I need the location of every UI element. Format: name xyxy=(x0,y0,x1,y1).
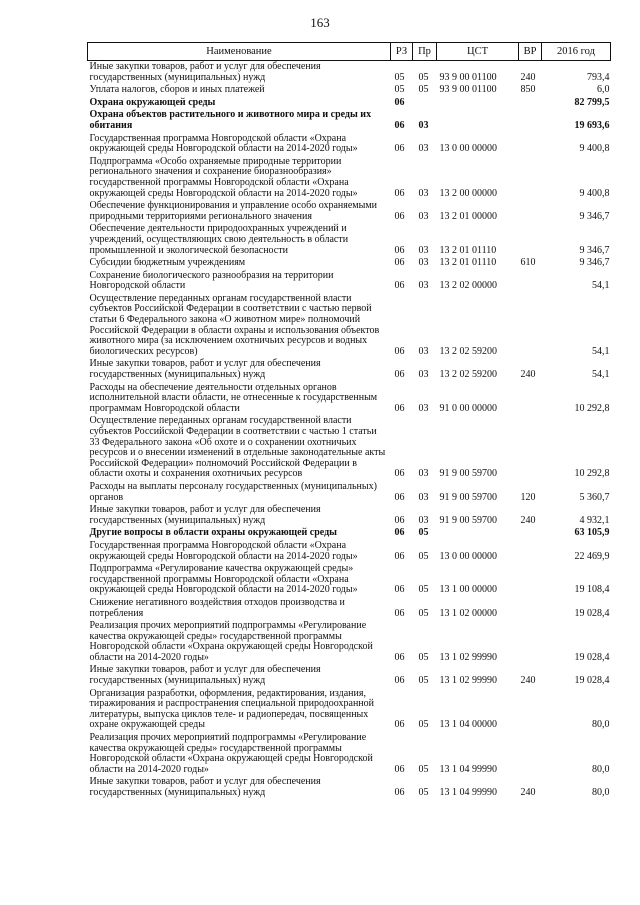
table-row xyxy=(88,133,611,156)
row-cst: 93 9 00 01100 xyxy=(439,71,497,83)
row-pr: 03 xyxy=(418,187,429,199)
row-cst xyxy=(437,527,519,540)
row-pr: 03 xyxy=(418,514,429,526)
table-row xyxy=(88,540,611,563)
row-name: Осуществление переданных органам государственной власти субъектов Российской Федерации в соответствии с частью 1 статьи 33 Федерального закона «Об охоте и о сохранении охотничьих ресурсов и о внесении изменений в отдельные законодательные акты Российской Федерации» полномочий Российской Федерации в области охоты и сохранения охотничьих ресурсов xyxy=(89,415,386,480)
row-rz: 06 xyxy=(394,675,405,687)
row-name: Государственная программа Новгородской области «Охрана окружающей среды Новгородской области на 2014-2020 годы» xyxy=(89,132,358,155)
row-sum: 80,0 xyxy=(592,719,610,731)
header-sum: 2016 год xyxy=(542,43,611,61)
row-pr: 03 xyxy=(418,468,429,480)
row-vr xyxy=(519,732,542,776)
row-sum: 5 360,7 xyxy=(579,491,610,503)
table-row xyxy=(88,415,611,481)
table-row xyxy=(88,156,611,200)
row-pr: 05 xyxy=(418,527,429,539)
row-pr: 03 xyxy=(418,369,429,381)
row-cst: 13 2 02 59200 xyxy=(439,345,497,357)
table-row xyxy=(88,504,611,527)
header-cst: ЦСТ xyxy=(437,43,519,61)
table-row xyxy=(88,200,611,223)
row-vr xyxy=(519,527,542,540)
row-sum: 82 799,5 xyxy=(574,96,610,108)
row-rz: 06 xyxy=(394,607,405,619)
row-name: Государственная программа Новгородской области «Охрана окружающей среды Новгородской области на 2014-2020 годы» xyxy=(89,539,358,562)
row-sum: 4 932,1 xyxy=(579,514,610,526)
row-vr xyxy=(519,563,542,597)
row-pr: 03 xyxy=(418,244,429,256)
row-vr xyxy=(519,200,542,223)
row-rz: 06 xyxy=(394,143,405,155)
row-vr: 850 xyxy=(520,84,536,96)
row-name: Реализация прочих мероприятий подпрограммы «Регулирование качества окружающей среды» государственной программы Новгородской области «Охрана окружающей среды Новгородской области на 2014-2020 годы» xyxy=(89,620,373,663)
header-rz: РЗ xyxy=(391,43,413,61)
row-vr xyxy=(519,293,542,359)
row-rz: 05 xyxy=(394,84,405,96)
table-row xyxy=(88,527,611,540)
table-row xyxy=(88,382,611,416)
row-rz: 05 xyxy=(394,71,405,83)
table-row xyxy=(88,97,611,110)
table-row xyxy=(88,270,611,293)
row-vr: 240 xyxy=(520,675,536,687)
row-vr: 240 xyxy=(520,787,536,798)
row-pr: 03 xyxy=(418,210,429,222)
row-name: Субсидии бюджетным учреждениям xyxy=(89,257,246,269)
row-cst: 13 2 01 01110 xyxy=(439,244,497,256)
table-row xyxy=(88,776,611,799)
row-cst: 13 2 01 01110 xyxy=(439,257,497,269)
header-name: Наименование xyxy=(88,43,391,61)
row-sum: 6,0 xyxy=(597,84,610,96)
row-sum: 19 028,4 xyxy=(574,607,610,619)
row-vr: 240 xyxy=(520,514,536,526)
row-name: Охрана объектов растительного и животного мира и среды их обитания xyxy=(89,109,372,131)
row-name: Уплата налогов, сборов и иных платежей xyxy=(89,84,265,96)
row-name: Подпрограмма «Регулирование качества окружающей среды» государственной программы Новгородской области «Охрана окружающей среды Новгородской области на 2014-2020 годы» xyxy=(89,563,358,596)
row-vr xyxy=(519,97,542,110)
table-row xyxy=(88,257,611,270)
row-sum: 54,1 xyxy=(592,280,610,292)
row-vr xyxy=(519,382,542,416)
row-name: Другие вопросы в области охраны окружающей среды xyxy=(89,527,337,539)
row-cst: 13 2 02 00000 xyxy=(439,280,497,292)
row-pr: 03 xyxy=(418,143,429,155)
table-row xyxy=(88,481,611,504)
row-vr xyxy=(519,620,542,664)
row-sum: 10 292,8 xyxy=(574,402,610,414)
row-rz: 06 xyxy=(394,550,405,562)
row-sum: 9 346,7 xyxy=(579,244,610,256)
row-cst: 13 2 01 00000 xyxy=(439,210,497,222)
table-row xyxy=(88,664,611,687)
row-sum: 10 292,8 xyxy=(574,468,610,480)
table-row xyxy=(88,597,611,620)
row-vr xyxy=(519,109,542,132)
row-name: Обеспечение деятельности природоохранных учреждений и учреждений, осуществляющих свою деятельность в области промышленной и экологической безопасности xyxy=(89,223,349,256)
row-rz: 06 xyxy=(394,468,405,480)
row-cst: 13 1 04 99990 xyxy=(439,787,497,798)
row-cst: 13 1 02 99990 xyxy=(439,651,497,663)
row-name: Осуществление переданных органам государственной власти субъектов Российской Федерации в соответствии с частью первой статьи 6 Федерального закона «О животном мире» полномочий Российской Федерации в области охраны и использования объектов животного мира (за исключением охотничьих ресурсов и водных биологических ресурсов) xyxy=(89,292,380,357)
row-rz: 06 xyxy=(394,763,405,775)
row-pr: 03 xyxy=(418,345,429,357)
row-pr: 03 xyxy=(418,257,429,269)
table-row xyxy=(88,732,611,776)
row-name: Подпрограмма «Особо охраняемые природные территории регионального значения и сохранение биоразнообразия» государственной программы Новгородской области «Охрана окружающей среды Новгородской области на 2014-2020 годы» xyxy=(89,155,358,199)
row-name: Обеспечение функционирования и управление особо охраняемыми природными территориями регионального значения xyxy=(89,200,378,222)
row-pr: 05 xyxy=(418,787,429,798)
row-name: Иные закупки товаров, работ и услуг для обеспечения государственных (муниципальных) нужд xyxy=(89,776,321,798)
row-rz: 06 xyxy=(394,719,405,731)
page-number: 163 xyxy=(310,15,330,30)
row-pr: 03 xyxy=(418,402,429,414)
row-cst: 13 2 02 59200 xyxy=(439,369,497,381)
row-cst: 13 1 02 00000 xyxy=(439,607,497,619)
table-row xyxy=(88,84,611,97)
row-pr: 05 xyxy=(418,675,429,687)
table-body xyxy=(88,61,611,800)
row-vr xyxy=(519,415,542,481)
table-row xyxy=(88,358,611,381)
row-sum: 54,1 xyxy=(592,345,610,357)
row-name: Снижение негативного воздействия отходов производства и потребления xyxy=(89,596,345,619)
row-pr: 05 xyxy=(418,763,429,775)
row-vr xyxy=(519,270,542,293)
row-rz: 06 xyxy=(394,514,405,526)
row-cst: 91 9 00 59700 xyxy=(439,468,497,480)
row-rz: 06 xyxy=(394,491,405,503)
row-cst xyxy=(437,109,519,132)
row-vr xyxy=(519,156,542,200)
row-rz: 06 xyxy=(394,257,405,269)
row-sum: 793,4 xyxy=(587,71,610,83)
row-cst: 13 0 00 00000 xyxy=(439,550,497,562)
row-rz: 06 xyxy=(394,96,405,108)
row-sum: 19 028,4 xyxy=(574,651,610,663)
table-row xyxy=(88,223,611,257)
row-vr xyxy=(519,597,542,620)
row-name: Сохранение биологического разнообразия на территории Новгородской области xyxy=(89,269,334,292)
row-sum: 19 693,6 xyxy=(574,119,610,131)
row-pr: 05 xyxy=(418,71,429,83)
row-vr: 240 xyxy=(520,369,536,381)
row-name: Организация разработки, оформления, редактирования, издания, тиражирования и распространения специальной природоохранной литературы, выпуска циклов теле- и радиопередач, посвященных охране окружающей среды xyxy=(89,687,375,731)
row-vr: 610 xyxy=(520,257,536,269)
row-vr xyxy=(519,223,542,257)
row-pr: 05 xyxy=(418,607,429,619)
row-rz: 06 xyxy=(394,369,405,381)
row-pr xyxy=(413,97,437,110)
row-sum: 9 400,8 xyxy=(579,143,610,155)
row-rz: 06 xyxy=(394,584,405,596)
row-pr: 03 xyxy=(418,491,429,503)
row-pr: 03 xyxy=(418,280,429,292)
row-rz: 06 xyxy=(394,210,405,222)
budget-table xyxy=(87,42,611,800)
row-name: Расходы на обеспечение деятельности отдельных органов исполнительной власти области, не отнесенные к государственным программам Новгородской области xyxy=(89,381,378,414)
row-vr xyxy=(519,540,542,563)
row-sum: 54,1 xyxy=(592,369,610,381)
row-cst: 13 0 00 00000 xyxy=(439,143,497,155)
row-name: Иные закупки товаров, работ и услуг для обеспечения государственных (муниципальных) нужд xyxy=(89,61,321,83)
row-cst: 13 1 02 99990 xyxy=(439,675,497,687)
row-name: Расходы на выплаты персоналу государственных (муниципальных) органов xyxy=(89,480,377,503)
row-pr: 05 xyxy=(418,584,429,596)
row-cst: 13 2 00 00000 xyxy=(439,187,497,199)
row-sum: 22 469,9 xyxy=(574,550,610,562)
table-row xyxy=(88,563,611,597)
row-sum: 80,0 xyxy=(592,787,610,798)
row-rz: 06 xyxy=(394,280,405,292)
row-sum: 9 346,7 xyxy=(579,257,610,269)
row-pr: 05 xyxy=(418,84,429,96)
row-vr: 120 xyxy=(520,491,536,503)
row-rz: 06 xyxy=(394,651,405,663)
row-sum: 63 105,9 xyxy=(574,527,610,539)
row-cst: 91 9 00 59700 xyxy=(439,514,497,526)
row-name: Иные закупки товаров, работ и услуг для обеспечения государственных (муниципальных) нужд xyxy=(89,664,321,687)
row-cst xyxy=(437,97,519,110)
table-row xyxy=(88,61,611,85)
row-sum: 80,0 xyxy=(592,763,610,775)
row-sum: 19 028,4 xyxy=(574,675,610,687)
row-pr: 05 xyxy=(418,550,429,562)
row-sum: 9 346,7 xyxy=(579,210,610,222)
row-rz: 06 xyxy=(394,345,405,357)
row-name: Реализация прочих мероприятий подпрограммы «Регулирование качества окружающей среды» государственной программы Новгородской области «Охрана окружающей среды Новгородской области на 2014-2020 годы» xyxy=(89,732,373,775)
row-vr xyxy=(519,133,542,156)
row-pr: 03 xyxy=(418,119,429,131)
table-row xyxy=(88,109,611,132)
row-rz: 06 xyxy=(394,119,405,131)
row-name: Охрана окружающей среды xyxy=(89,96,216,108)
row-rz: 06 xyxy=(394,787,405,798)
row-vr: 240 xyxy=(520,71,536,83)
row-pr: 05 xyxy=(418,719,429,731)
row-cst: 13 1 04 99990 xyxy=(439,763,497,775)
header-pr: Пр xyxy=(413,43,437,61)
row-vr xyxy=(519,688,542,732)
row-sum: 9 400,8 xyxy=(579,187,610,199)
row-sum: 19 108,4 xyxy=(574,584,610,596)
row-pr: 05 xyxy=(418,651,429,663)
row-rz: 06 xyxy=(394,402,405,414)
row-rz: 06 xyxy=(394,244,405,256)
row-cst: 91 0 00 00000 xyxy=(439,402,497,414)
table-header-row xyxy=(88,43,611,61)
row-rz: 06 xyxy=(394,187,405,199)
row-cst: 93 9 00 01100 xyxy=(439,84,497,96)
row-cst: 13 1 04 00000 xyxy=(439,719,497,731)
row-rz: 06 xyxy=(394,527,405,539)
table-row xyxy=(88,293,611,359)
row-cst: 13 1 00 00000 xyxy=(439,584,497,596)
row-cst: 91 9 00 59700 xyxy=(439,491,497,503)
table-row xyxy=(88,620,611,664)
row-name: Иные закупки товаров, работ и услуг для обеспечения государственных (муниципальных) нужд xyxy=(89,358,321,381)
table-row xyxy=(88,688,611,732)
header-vr: ВР xyxy=(519,43,542,61)
row-name: Иные закупки товаров, работ и услуг для обеспечения государственных (муниципальных) нужд xyxy=(89,504,321,526)
